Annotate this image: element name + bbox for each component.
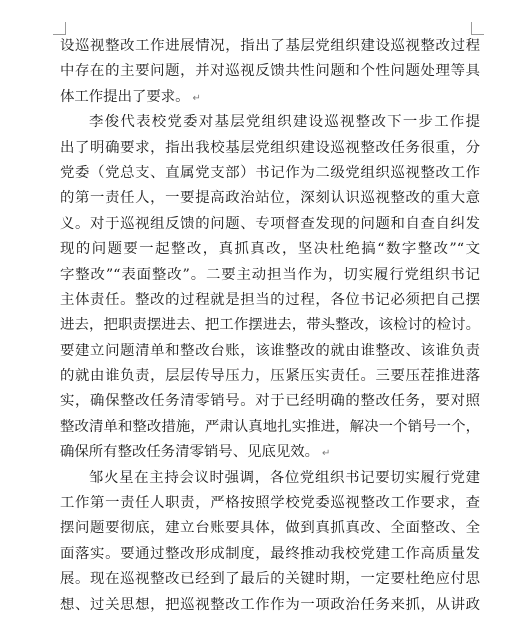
text-line: 出了明确要求，指出我校基层党组织建设巡视整改任务很重，分 <box>60 139 480 156</box>
paragraph <box>60 34 480 110</box>
text-line: 整改清单和整改措施，严肃认真地扎实推进，解决一个销号一个， <box>60 418 480 435</box>
text-line: 主体责任。整改的过程就是担当的过程，各位书记必须把自己摆 <box>60 291 480 308</box>
text-line: 展。现在巡视整改已经到了最后的关键时期，一定要杜绝应付思 <box>60 571 480 588</box>
text-line: 现的问题要一起整改，真抓真改，坚决杜绝搞“数字整改”“文 <box>60 241 480 258</box>
text-line <box>60 440 480 465</box>
text-line: 的就由谁负责，层层传导压力，压紧压实责任。三要压茬推进落 <box>60 368 480 385</box>
document-body[interactable] <box>60 34 480 618</box>
text-line: 摆问题要彻底，建立台账要具体，做到真抓真改、全面整改、全 <box>60 520 480 537</box>
text-line: 想、过关思想，把巡视整改工作作为一项政治任务来抓，从讲政 <box>60 596 480 613</box>
paragraph-mark-icon: ↵ <box>322 448 331 460</box>
text-line: 设巡视整改工作进展情况，指出了基层党组织建设巡视整改过程 <box>60 38 480 54</box>
text-line: 邹火星在主持会议时强调，各位党组织书记要切实履行党建 <box>89 469 480 486</box>
text-line: 中存在的主要问题，并对巡视反馈共性问题和个性问题处理等具 <box>60 63 480 80</box>
text-line: 实，确保整改任务清零销号。对于已经明确的整改任务，要对照 <box>60 393 480 410</box>
text-line: 义。对于巡视组反馈的问题、专项督查发现的问题和自查自纠发 <box>60 215 480 232</box>
paragraph-mark-icon: ↵ <box>192 92 201 104</box>
text-line: 进去，把职责摆进去、把工作摆进去，带头整改，该检讨的检讨。 <box>60 317 480 334</box>
text-line: 李俊代表校党委对基层党组织建设巡视整改下一步工作提 <box>89 114 480 131</box>
text-line: 面落实。要通过整改形成制度，最终推动我校党建工作高质量发 <box>60 545 480 562</box>
text-line: 要建立问题清单和整改台账，该谁整改的就由谁整改、该谁负责 <box>60 342 480 359</box>
text-line: 党委（党总支、直属党支部）书记作为二级党组织巡视整改工作 <box>60 164 480 181</box>
paragraph <box>60 466 480 618</box>
line-text: 确保所有整改任务清零销号、见底见效。 <box>60 444 320 461</box>
text-line <box>60 85 480 110</box>
line-text: 体工作提出了要求。 <box>60 88 190 105</box>
text-line: 字整改”“表面整改”。二要主动担当作为，切实履行党组织书记 <box>60 266 480 283</box>
text-line: 工作第一责任人职责，严格按照学校党委巡视整改工作要求，查 <box>60 495 480 512</box>
text-line: 的第一责任人，一要提高政治站位，深刻认识巡视整改的重大意 <box>60 190 480 207</box>
paragraph <box>60 110 480 465</box>
